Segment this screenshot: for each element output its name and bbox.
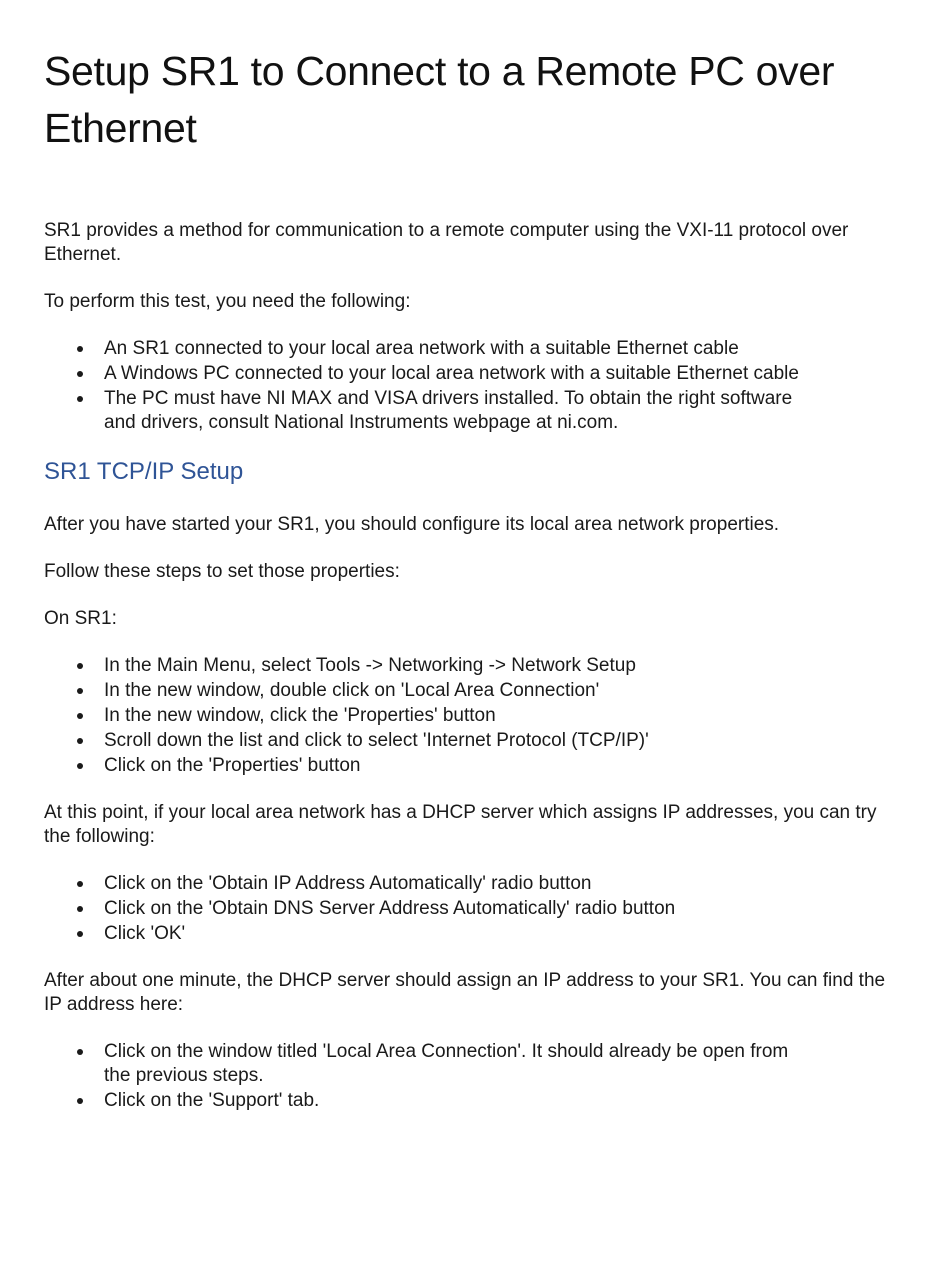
bullet-icon	[77, 763, 83, 769]
page-title: Setup SR1 to Connect to a Remote PC over Ethernet	[44, 48, 835, 151]
list-item: In the Main Menu, select Tools -> Networking -> Network Setup	[44, 654, 804, 678]
bullet-icon	[77, 371, 83, 377]
list-item: The PC must have NI MAX and VISA drivers installed. To obtain the right software and drivers, consult National Instruments webpage at ni.com.	[44, 387, 804, 435]
bullet-icon	[77, 663, 83, 669]
list-item: In the new window, double click on 'Local Area Connection'	[44, 679, 804, 703]
list-item: Click on the 'Obtain IP Address Automatically' radio button	[44, 872, 804, 896]
on-sr1-label: On SR1:	[44, 608, 117, 629]
follow-steps-paragraph: Follow these steps to set those properties:	[44, 561, 400, 582]
requirements-intro: To perform this test, you need the following:	[44, 291, 411, 312]
requirements-list	[44, 337, 904, 435]
bullet-icon	[77, 346, 83, 352]
bullet-icon	[77, 1098, 83, 1104]
list-item: Click on the 'Properties' button	[44, 754, 804, 778]
bullet-icon	[77, 396, 83, 402]
bullet-icon	[77, 906, 83, 912]
dhcp-steps-list	[44, 872, 904, 946]
bullet-icon	[77, 713, 83, 719]
bullet-icon	[77, 1049, 83, 1055]
bullet-icon	[77, 931, 83, 937]
list-item: In the new window, click the 'Properties' button	[44, 704, 804, 728]
dhcp-paragraph: At this point, if your local area network has a DHCP server which assigns IP addresses, you can try the following:	[44, 802, 877, 847]
ip-address-paragraph: After about one minute, the DHCP server should assign an IP address to your SR1. You can find the IP address here:	[44, 970, 886, 1015]
list-item: Click on the 'Obtain DNS Server Address Automatically' radio button	[44, 897, 804, 921]
bullet-icon	[77, 881, 83, 887]
find-ip-steps-list	[44, 1040, 904, 1113]
list-item: Scroll down the list and click to select 'Internet Protocol (TCP/IP)'	[44, 729, 804, 753]
list-item: A Windows PC connected to your local area network with a suitable Ethernet cable	[44, 362, 804, 386]
list-item: Click 'OK'	[44, 922, 804, 946]
setup-steps-list	[44, 654, 904, 778]
bullet-icon	[77, 688, 83, 694]
document-page	[44, 0, 904, 1114]
list-item: Click on the window titled 'Local Area Connection'. It should already be open from the previous steps.	[44, 1040, 804, 1088]
bullet-icon	[77, 738, 83, 744]
list-item: An SR1 connected to your local area network with a suitable Ethernet cable	[44, 337, 804, 361]
configure-paragraph: After you have started your SR1, you should configure its local area network properties.	[44, 514, 780, 535]
intro-paragraph: SR1 provides a method for communication to a remote computer using the VXI-11 protocol over Ethernet.	[44, 220, 849, 265]
list-item: Click on the 'Support' tab.	[44, 1089, 804, 1113]
section-heading: SR1 TCP/IP Setup	[44, 458, 244, 485]
